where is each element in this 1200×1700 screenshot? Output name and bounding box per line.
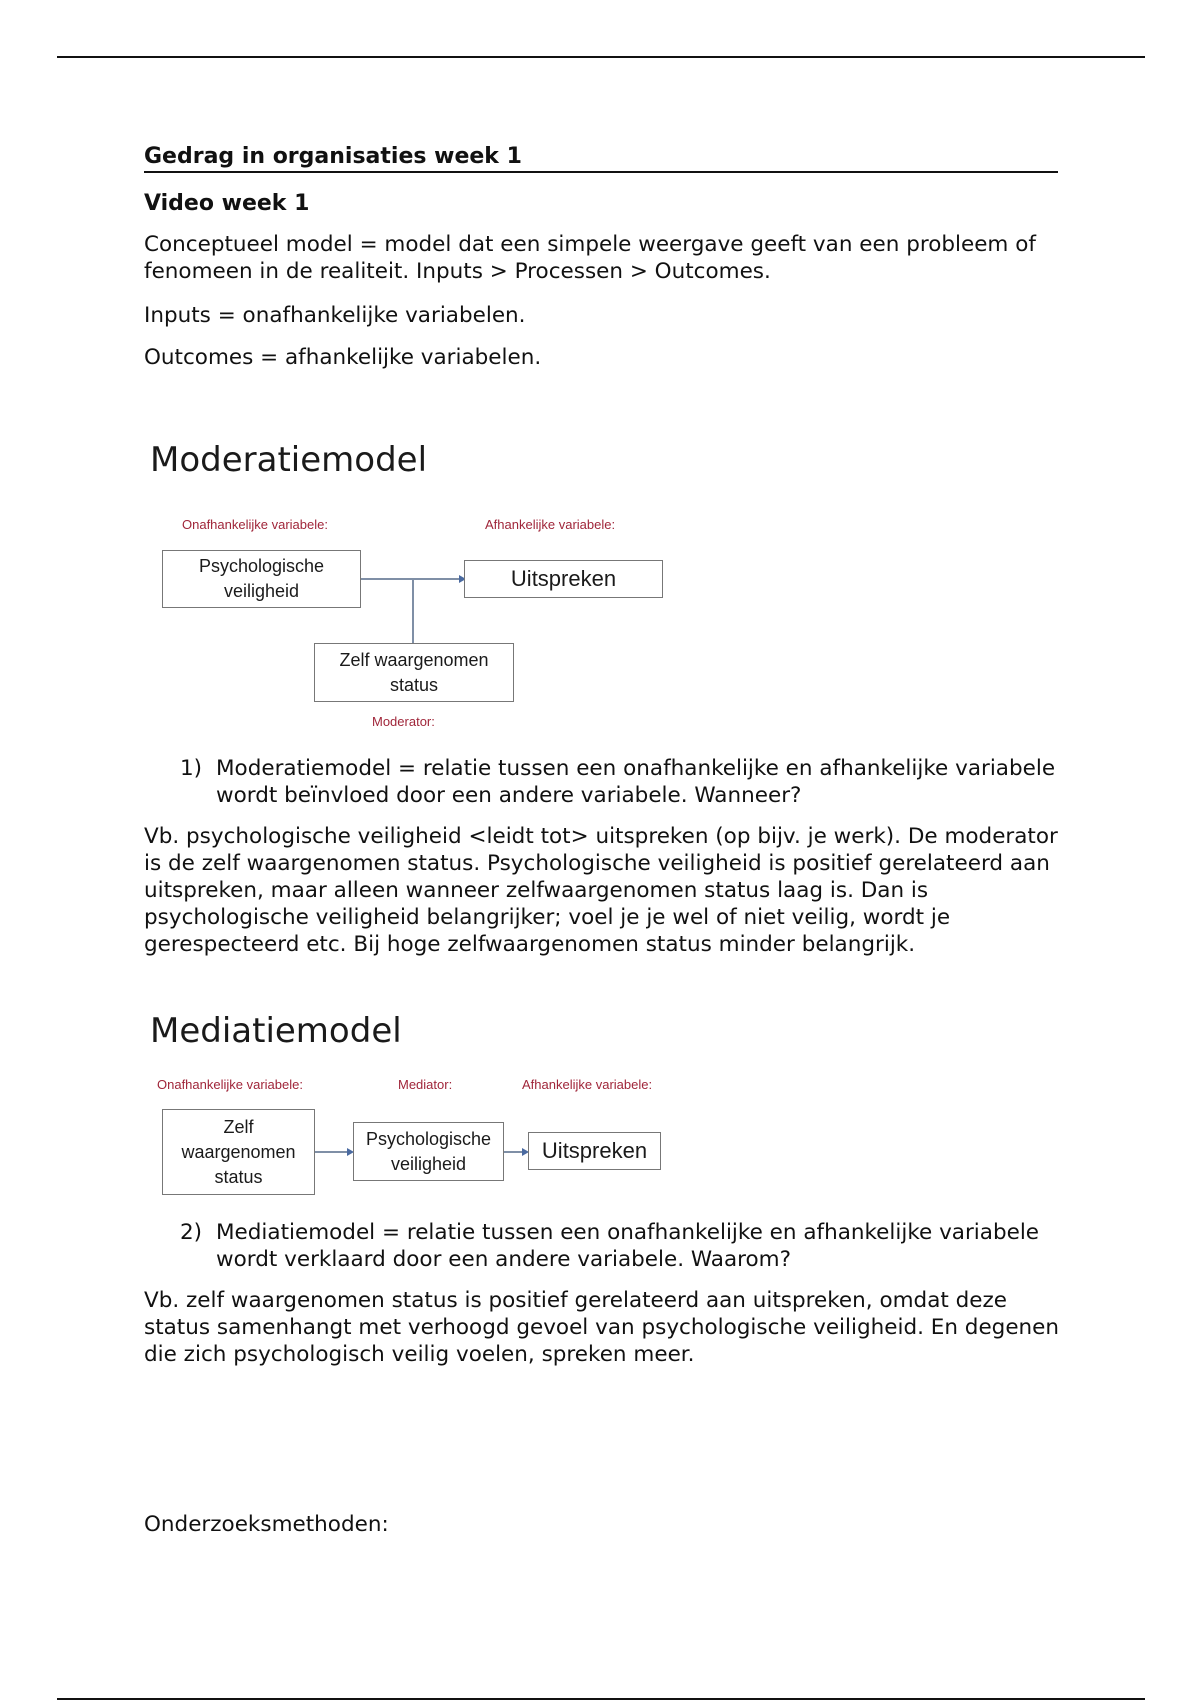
paragraph-outcomes: Outcomes = afhankelijke variabelen. (144, 345, 542, 370)
paragraph-inputs: Inputs = onafhankelijke variabelen. (144, 303, 526, 328)
moderation-definition: Moderatiemodel = relatie tussen een onafhankelijke en afhankelijke variabele wordt beïnvloed door een andere variabele. Wanneer? (216, 756, 1056, 808)
moderation-label-independent: Onafhankelijke variabele: (182, 517, 328, 532)
onderzoeksmethoden-heading: Onderzoeksmethoden: (144, 1512, 389, 1537)
mediation-box-mediator-line1: Psychologische (365, 1128, 492, 1149)
mediation-box-independent-line1: Zelf (223, 1116, 254, 1137)
mediation-box-mediator (353, 1122, 504, 1181)
moderation-label-moderator: Moderator: (372, 714, 435, 729)
mediation-box-mediator-line2: veiligheid (390, 1153, 467, 1174)
moderation-list-number: 1) (180, 756, 203, 781)
moderation-example: Vb. psychologische veiligheid <leidt tot> uitspreken (op bijv. je werk). De moderator is de zelf waargenomen status. Psychologische veiligheid is positief gerelateerd aan uitspreken, maar alleen wanneer zelfwaargenomen status laag is. Dan is psychologische veiligheid belangrijker; voel je je wel of niet veilig, wordt je gerespecteerd etc. Bij hoge zelfwaargenomen status minder belangrijk. (144, 824, 1058, 957)
document-title: Gedrag in organisaties week 1 (144, 143, 1058, 173)
mediation-list-number: 2) (180, 1220, 203, 1245)
mediation-label-dependent: Afhankelijke variabele: (522, 1077, 653, 1092)
moderation-figure-title: Moderatiemodel (150, 440, 428, 480)
mediation-figure-title: Mediatiemodel (150, 1011, 402, 1051)
mediation-definition: Mediatiemodel = relatie tussen een onafhankelijke en afhankelijke variabele wordt verklaard door een andere variabele. Waarom? (216, 1220, 1040, 1272)
mediation-box-independent (162, 1109, 315, 1195)
mediation-box-dependent: Uitspreken (528, 1132, 661, 1170)
moderation-box-independent-line1: Psychologische (198, 556, 325, 576)
paragraph-conceptual-model: Conceptueel model = model dat een simpele weergave geeft van een probleem of fenomeen in de realiteit. Inputs > Processen > Outcomes. (144, 232, 1036, 284)
mediation-box-independent-line3: status (214, 1166, 263, 1187)
moderation-moderator-line (412, 579, 414, 643)
moderation-box-moderator-line2: status (389, 674, 439, 695)
section-subtitle: Video week 1 (144, 191, 310, 216)
mediation-label-mediator: Mediator: (398, 1077, 453, 1092)
mediation-label-independent: Onafhankelijke variabele: (157, 1077, 303, 1092)
moderation-box-independent (162, 550, 361, 608)
mediation-example: Vb. zelf waargenomen status is positief gerelateerd aan uitspreken, omdat deze status samenhangt met verhoogd gevoel van psychologische veiligheid. En degenen die zich psychologisch veilig voelen, spreken meer. (144, 1288, 1060, 1367)
moderation-box-moderator (314, 643, 514, 702)
moderation-label-dependent: Afhankelijke variabele: (485, 517, 616, 532)
mediation-box-independent-line2: waargenomen (181, 1141, 296, 1162)
top-rule (57, 56, 1145, 58)
mediation-arrow-line-2 (504, 1151, 524, 1153)
mediation-arrow-line-1 (315, 1151, 349, 1153)
moderation-box-moderator-line1: Zelf waargenomen (339, 649, 489, 670)
moderation-box-dependent: Uitspreken (464, 560, 663, 598)
moderation-box-independent-line2: veiligheid (223, 581, 300, 601)
